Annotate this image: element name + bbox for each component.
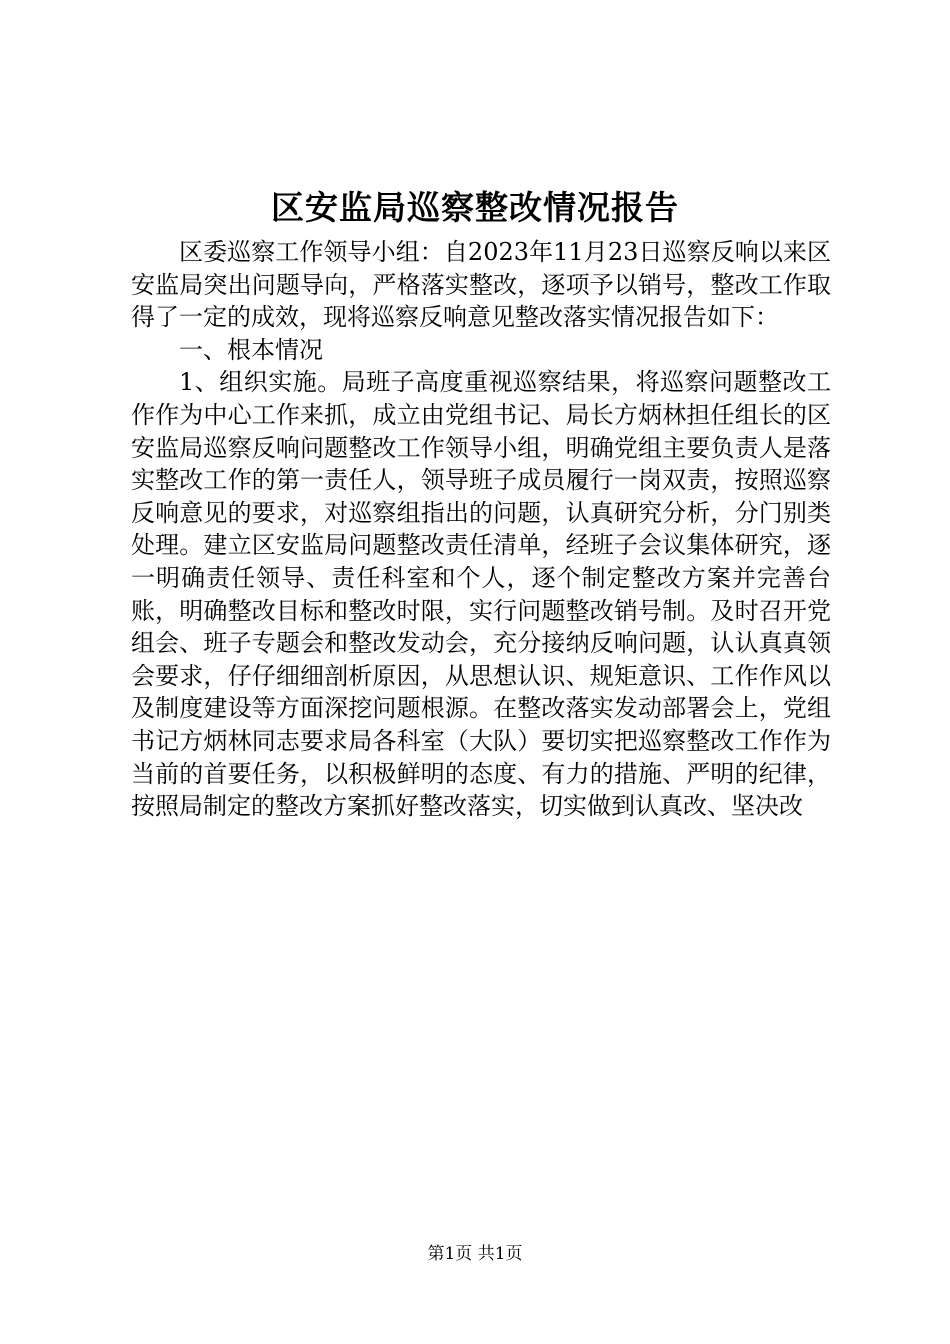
page-number-footer: 第1页 共1页 [427,1244,523,1264]
document-title: 区安监局巡察整改情况报告 [271,188,679,227]
paragraph-implementation: 1、组织实施。局班子高度重视巡察结果，将巡察问题整改工作作为中心工作来抓，成立由党组书记、局长方炳林担任组长的区安监局巡察反响问题整改工作领导小组，明确党组主要负责人是落实整改工作的第一责任人，领导班子成员履行一岗双责，按照巡察反响意见的要求，对巡察组指出的问题，认真研究分析，分门别类处理。建立区安监局问题整改责任清单，经班子会议集体研究，逐一明确责任领导、责任科室和个人，逐个制定整改方案并完善台账，明确整改目标和整改时限，实行问题整改销号制。及时召开党组会、班子专题会和整改发动会，充分接纳反响问题，认认真真领会要求，仔仔细细剖析原因，从思想认识、规矩意识、工作作风以及制度建设等方面深挖问题根源。在整改落实发动部署会上，党组书记方炳林同志要求局各科室（大队）要切实把巡察整改工作作为当前的首要任务，以积极鲜明的态度、有力的措施、严明的纪律，按照局制定的整改方案抓好整改落实，切实做到认真改、坚决改 [131,368,831,821]
section-heading: 一、根本情况 [179,335,323,364]
document-body [131,236,831,823]
paragraph-intro: 区委巡察工作领导小组：自2023年11月23日巡察反响以来区安监局突出问题导向，严格落实整改，逐项予以销号，整改工作取得了一定的成效，现将巡察反响意见整改落实情况报告如下： [131,238,831,332]
